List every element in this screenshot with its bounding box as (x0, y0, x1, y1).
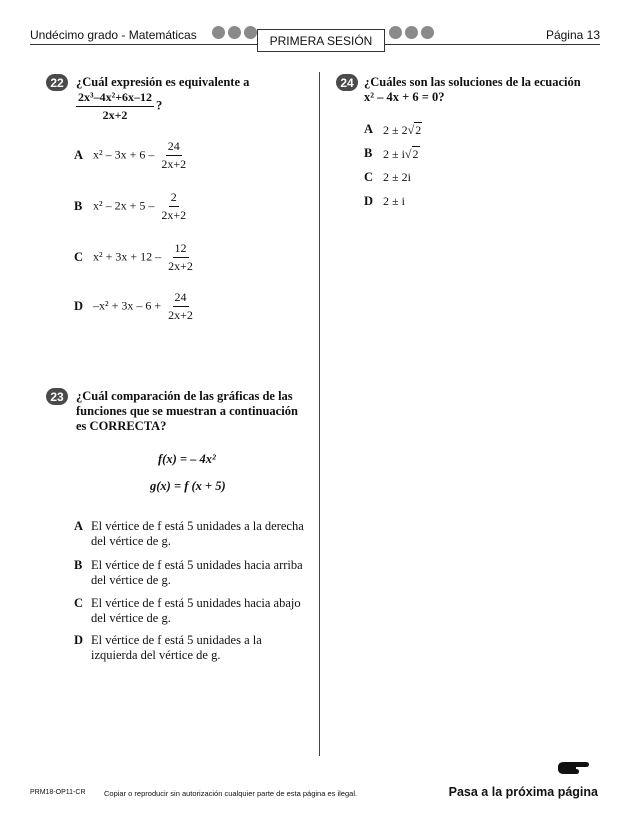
question-number-23: 23 (46, 388, 68, 405)
q24-option-b[interactable]: 2 ± i√2 (383, 147, 419, 161)
option-line: El vértice de f está 5 unidades hacia abajo (91, 596, 301, 610)
q22-option-c-den: 2x+2 (168, 259, 193, 273)
q23-option-b-letter[interactable]: B (74, 558, 83, 572)
q23-option-c[interactable] (91, 596, 301, 626)
q23-option-a[interactable] (91, 519, 304, 549)
q22-option-b-letter[interactable]: B (74, 199, 83, 213)
option-line: El vértice de f está 5 unidades a la derecha (91, 519, 304, 533)
stem-line: funciones que se muestran a continuación (76, 404, 298, 418)
function-f-definition: f(x) = – 4x² (158, 452, 216, 466)
q22-option-a[interactable] (93, 139, 190, 172)
header-dots-left (212, 26, 257, 39)
dot-icon (405, 26, 418, 39)
question-mark: ? (156, 98, 163, 113)
option-line: del vértice de g. (91, 573, 171, 587)
q22-option-d-den: 2x+2 (168, 308, 193, 322)
q22-option-b[interactable] (93, 190, 190, 223)
pointing-hand-icon (556, 758, 590, 778)
q24-option-b-value: 2 ± i (383, 147, 405, 161)
q22-option-d-letter[interactable]: D (74, 299, 84, 313)
radicand: 2 (412, 147, 419, 161)
q22-option-a-letter[interactable]: A (74, 148, 84, 162)
q22-option-a-poly: x² – 3x + 6 – (93, 147, 155, 162)
q24-option-a[interactable]: 2 ± 2√2 (383, 123, 422, 137)
q22-option-b-num: 2 (169, 190, 179, 207)
column-divider (319, 72, 320, 756)
q22-option-c[interactable] (93, 241, 197, 274)
dot-icon (228, 26, 241, 39)
document-code: PRM18-OP11-CR (30, 789, 86, 796)
option-line: El vértice de f está 5 unidades a la (91, 633, 262, 647)
expression-denominator: 2x+2 (102, 108, 128, 122)
header-dots-right (389, 26, 434, 39)
question-number-24: 24 (336, 74, 358, 91)
function-g-definition: g(x) = f (x + 5) (150, 479, 226, 493)
stem-line: ¿Cuáles son las soluciones de la ecuación (364, 75, 581, 89)
question-23-stem (76, 389, 298, 434)
q24-option-d-letter[interactable]: D (364, 194, 374, 208)
q24-option-c[interactable]: 2 ± 2i (383, 170, 411, 184)
question-24-stem (364, 75, 581, 105)
q22-option-b-den: 2x+2 (161, 208, 187, 222)
option-line: del vértice de g. (91, 534, 171, 548)
q23-option-a-letter[interactable]: A (74, 519, 84, 533)
q22-option-b-poly: x² – 2x + 5 – (93, 198, 155, 213)
expression-numerator: 2x³–4x²+6x–12 (76, 90, 154, 107)
q23-option-d[interactable] (91, 633, 262, 663)
stem-line: es CORRECTA? (76, 419, 167, 433)
session-label: PRIMERA SESIÓN (257, 29, 385, 52)
stem-equation: x² – 4x + 6 = 0? (364, 90, 445, 104)
q24-option-c-letter[interactable]: C (364, 170, 374, 184)
q22-option-a-num: 24 (166, 139, 182, 156)
dot-icon (421, 26, 434, 39)
dot-icon (212, 26, 225, 39)
legal-notice: Copiar o reproducir sin autorización cualquier parte de esta página es ilegal. (104, 789, 358, 798)
option-line: del vértice de g. (91, 611, 171, 625)
q24-option-a-letter[interactable]: A (364, 122, 374, 136)
question-22-stem: ¿Cuál expresión es equivalente a (76, 75, 250, 89)
radicand: 2 (415, 123, 422, 137)
dot-icon (244, 26, 257, 39)
option-line: izquierda del vértice de g. (91, 648, 221, 662)
option-line: El vértice de f está 5 unidades hacia arriba (91, 558, 303, 572)
stem-line: ¿Cuál comparación de las gráficas de las (76, 389, 293, 403)
q22-option-d-poly: –x² + 3x – 6 + (93, 298, 162, 313)
q24-option-d[interactable]: 2 ± i (383, 194, 405, 208)
q23-option-c-letter[interactable]: C (74, 596, 84, 610)
q23-option-b[interactable] (91, 558, 303, 588)
q22-option-c-num: 12 (173, 241, 189, 258)
q24-option-a-value: 2 ± 2 (383, 123, 408, 137)
dot-icon (389, 26, 402, 39)
q24-option-b-letter[interactable]: B (364, 146, 373, 160)
q22-option-d[interactable] (93, 290, 197, 323)
q23-option-d-letter[interactable]: D (74, 633, 84, 647)
q22-option-d-num: 24 (173, 290, 189, 307)
header-subject: Undécimo grado - Matemáticas (30, 28, 197, 42)
page-number: Página 13 (545, 28, 600, 42)
q22-option-c-poly: x² + 3x + 12 – (93, 249, 162, 264)
question-22-expression (74, 90, 162, 123)
q22-option-c-letter[interactable]: C (74, 250, 84, 264)
next-page-label: Pasa a la próxima página (448, 785, 598, 799)
question-number-22: 22 (46, 74, 68, 91)
q22-option-a-den: 2x+2 (161, 157, 187, 171)
